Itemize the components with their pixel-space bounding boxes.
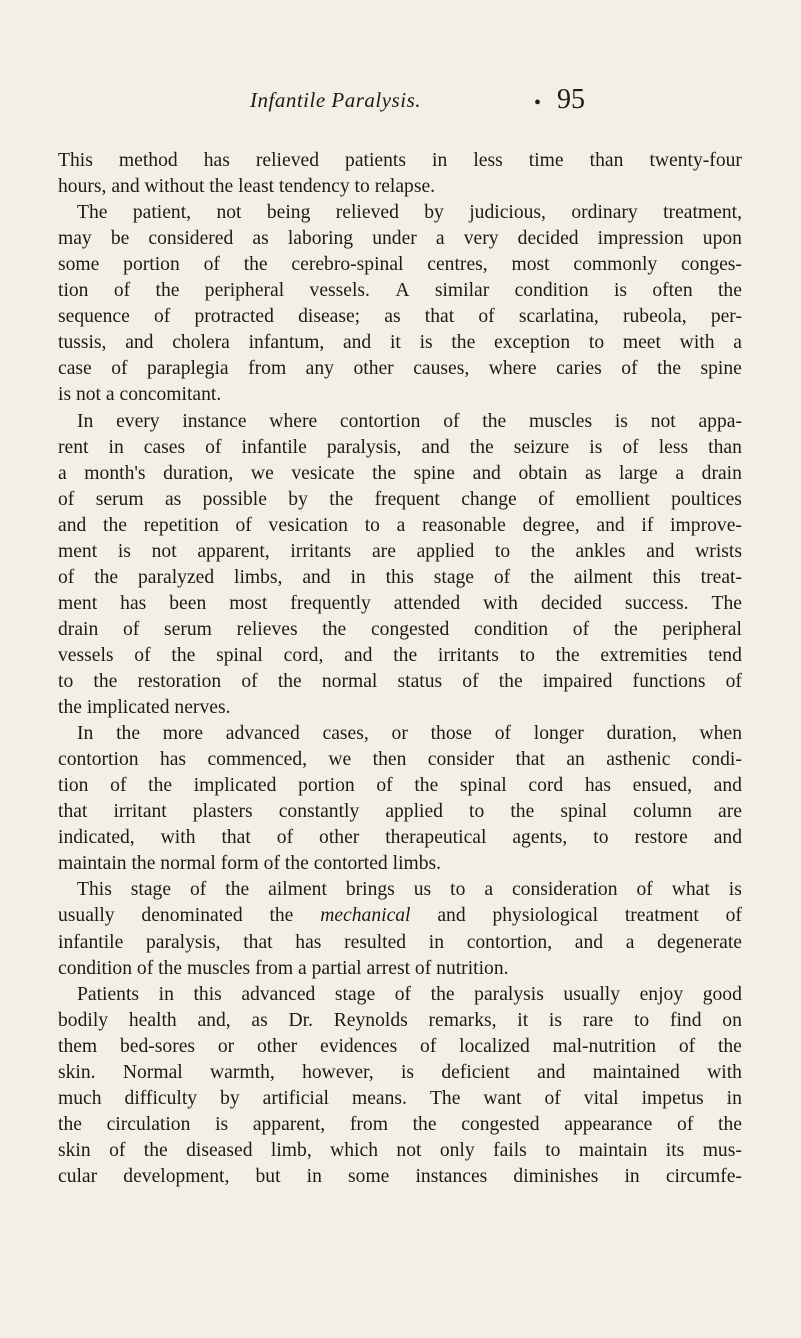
text-line: This method has relieved patients in less time than twenty-four xyxy=(58,150,742,171)
text-line: indicated, with that of other therapeutical agents, to restore and xyxy=(58,827,742,849)
text-line: some portion of the cerebro-spinal centres, most commonly conges- xyxy=(58,254,742,276)
text-line: maintain the normal form of the contorted limbs. xyxy=(58,853,442,875)
text-line: Patients in this advanced stage of the paralysis usually enjoy good xyxy=(77,983,742,1005)
page-number: 95 xyxy=(557,84,585,115)
text-line: This stage of the ailment brings us to a consideration of what is xyxy=(77,879,742,901)
text-line: usually denominated the mechanical and physiological treatment of xyxy=(58,905,742,927)
text-line: tion of the peripheral vessels. A similar condition is often the xyxy=(58,280,742,302)
text-line: The patient, not being relieved by judicious, ordinary treatment, xyxy=(77,202,742,224)
text-line: skin. Normal warmth, however, is deficient and maintained with xyxy=(58,1061,742,1083)
header-bullet: • xyxy=(534,92,542,114)
text-line: may be considered as laboring under a very decided impression upon xyxy=(58,228,742,250)
text-line: to the restoration of the normal status of the impaired functions of xyxy=(58,671,742,692)
text-line: is not a concomitant. xyxy=(58,384,222,406)
text-line: In the more advanced cases, or those of longer duration, when xyxy=(77,723,742,745)
text-line: In every instance where contortion of the muscles is not appa- xyxy=(77,410,742,432)
text-line: tussis, and cholera infantum, and it is the exception to meet with a xyxy=(58,332,742,354)
text-line: skin of the diseased limb, which not only fails to maintain its mus- xyxy=(58,1139,742,1161)
text-line: cular development, but in some instances diminishes in circumfe- xyxy=(58,1165,742,1187)
running-title: Infantile Paralysis. xyxy=(250,88,421,112)
text-line: hours, and without the least tendency to relapse. xyxy=(58,176,436,198)
text-line: infantile paralysis, that has resulted in contortion, and a degenerate xyxy=(58,931,742,953)
text-line: condition of the muscles from a partial arrest of nutrition. xyxy=(58,957,509,979)
text-line: of serum as possible by the frequent change of emollient poultices xyxy=(58,488,742,510)
text-line: bodily health and, as Dr. Reynolds remarks, it is rare to find on xyxy=(58,1009,742,1031)
text-line: them bed-sores or other evidences of localized mal-nutrition of the xyxy=(58,1035,742,1057)
text-line: contortion has commenced, we then consider that an asthenic condi- xyxy=(58,749,742,771)
text-line: rent in cases of infantile paralysis, and the seizure is of less than xyxy=(58,436,742,458)
text-line: and the repetition of vesication to a reasonable degree, and if improve- xyxy=(58,514,742,536)
text-line: ment has been most frequently attended with decided success. The xyxy=(58,592,742,614)
text-line: vessels of the spinal cord, and the irritants to the extremities tend xyxy=(58,644,742,666)
text-line: ment is not apparent, irritants are applied to the ankles and wrists xyxy=(58,540,742,562)
text-line: case of paraplegia from any other causes, where caries of the spine xyxy=(58,358,742,380)
text-line: drain of serum relieves the congested condition of the peripheral xyxy=(58,618,742,640)
text-line: of the paralyzed limbs, and in this stage of the ailment this treat- xyxy=(58,566,742,588)
text-line: the implicated nerves. xyxy=(58,697,231,719)
text-line: the circulation is apparent, from the congested appearance of the xyxy=(58,1113,742,1135)
text-line: that irritant plasters constantly applied to the spinal column are xyxy=(58,801,742,823)
text-line: sequence of protracted disease; as that of scarlatina, rubeola, per- xyxy=(58,306,742,328)
text-line: much difficulty by artificial means. The want of vital impetus in xyxy=(58,1087,742,1109)
text-line: a month's duration, we vesicate the spine and obtain as large a drain xyxy=(58,462,742,484)
text-line: tion of the implicated portion of the spinal cord has ensued, and xyxy=(58,775,742,797)
